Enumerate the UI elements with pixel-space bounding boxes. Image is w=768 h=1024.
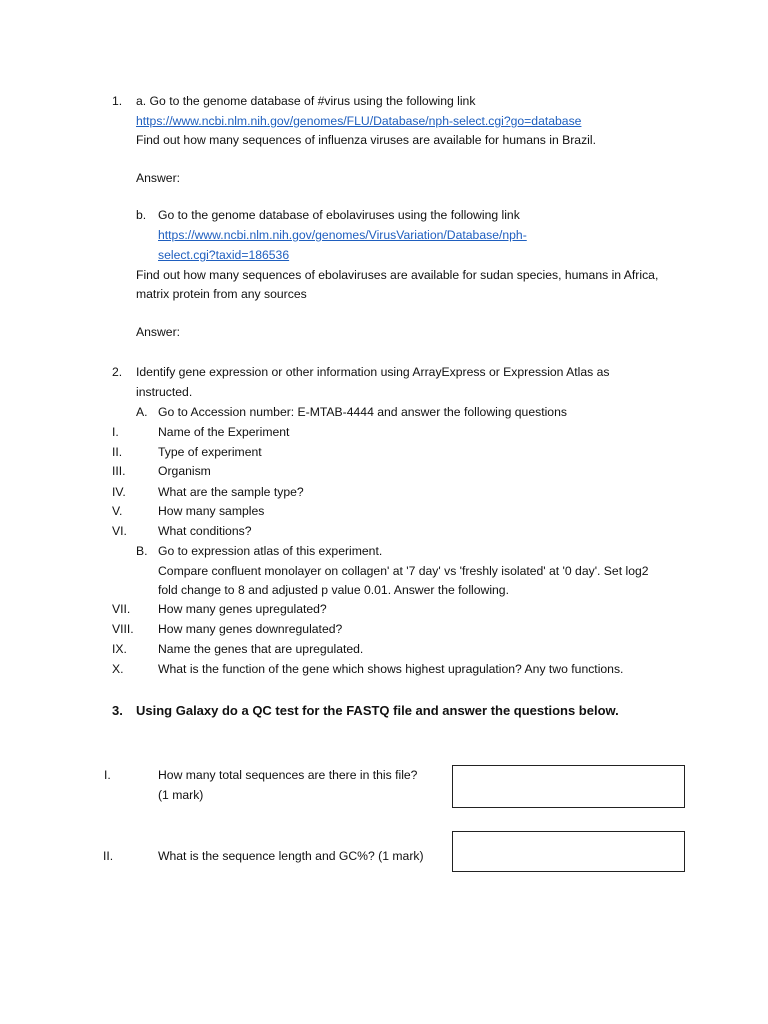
q1b-question-line1: Find out how many sequences of ebolaviruses are available for sudan species, humans in Africa, (136, 268, 659, 282)
list-item: How many genes upregulated? (158, 602, 327, 616)
q2-section-b-text: Go to expression atlas of this experiment. (158, 544, 383, 558)
q1b-question-line2: matrix protein from any sources (136, 287, 307, 301)
q1b-answer-label: Answer: (136, 325, 181, 339)
q2-instruction-line2: instructed. (136, 385, 193, 399)
q2-number: 2. (112, 365, 123, 379)
q3-item-question: How many total sequences are there in this file? (158, 768, 418, 782)
q2-section-b-label: B. (136, 544, 148, 558)
list-item: Name the genes that are upregulated. (158, 642, 364, 656)
q1a-answer-label: Answer: (136, 171, 181, 185)
q2-section-b-line3: fold change to 8 and adjusted p value 0.01. Answer the following. (158, 583, 509, 597)
q3-title: Using Galaxy do a QC test for the FASTQ file and answer the questions below. (136, 703, 619, 718)
q2-section-a-text: Go to Accession number: E-MTAB-4444 and answer the following questions (158, 405, 567, 419)
list-item: What are the sample type? (158, 485, 304, 499)
list-item-number: V. (112, 504, 123, 518)
q1b-instruction: Go to the genome database of ebolaviruses using the following link (158, 208, 520, 222)
q1b-label: b. (136, 208, 147, 222)
q1a-instruction: a. Go to the genome database of #virus using the following link (136, 94, 476, 108)
list-item: Type of experiment (158, 445, 262, 459)
q3-number: 3. (112, 703, 123, 718)
q2-instruction-line1: Identify gene expression or other information using ArrayExpress or Expression Atlas as (136, 365, 610, 379)
q1b-ebola-database-link-part2[interactable]: select.cgi?taxid=186536 (158, 248, 290, 262)
list-item: How many samples (158, 504, 265, 518)
list-item-number: II. (112, 445, 123, 459)
q1a-flu-database-link[interactable]: https://www.ncbi.nlm.nih.gov/genomes/FLU/Database/nph-select.cgi?go=database (136, 114, 582, 128)
list-item-number: VI. (112, 524, 127, 538)
list-item: What is the function of the gene which shows highest upragulation? Any two functions. (158, 662, 624, 676)
q3-item-number: I. (104, 768, 111, 782)
list-item: Organism (158, 464, 211, 478)
q3-item-mark: (1 mark) (158, 788, 204, 802)
q2-section-b-line2: Compare confluent monolayer on collagen' at '7 day' vs 'freshly isolated' at '0 day'. Set log2 (158, 564, 649, 578)
list-item-number: III. (112, 464, 126, 478)
q3-item-question: What is the sequence length and GC%? (1 mark) (158, 849, 424, 863)
q2-section-a-label: A. (136, 405, 148, 419)
q1b-ebola-database-link-part1[interactable]: https://www.ncbi.nlm.nih.gov/genomes/VirusVariation/Database/nph- (158, 228, 527, 242)
q3-item-number: II. (103, 849, 114, 863)
q1-number: 1. (112, 94, 123, 108)
list-item-number: IX. (112, 642, 127, 656)
answer-box-sequence-length-gc[interactable] (452, 831, 685, 872)
q1a-question: Find out how many sequences of influenza viruses are available for humans in Brazil. (136, 133, 596, 147)
list-item-number: X. (112, 662, 124, 676)
answer-box-total-sequences[interactable] (452, 765, 685, 808)
list-item-number: VII. (112, 602, 131, 616)
list-item: How many genes downregulated? (158, 622, 343, 636)
list-item: What conditions? (158, 524, 252, 538)
list-item: Name of the Experiment (158, 425, 290, 439)
list-item-number: IV. (112, 485, 126, 499)
list-item-number: VIII. (112, 622, 134, 636)
list-item-number: I. (112, 425, 119, 439)
